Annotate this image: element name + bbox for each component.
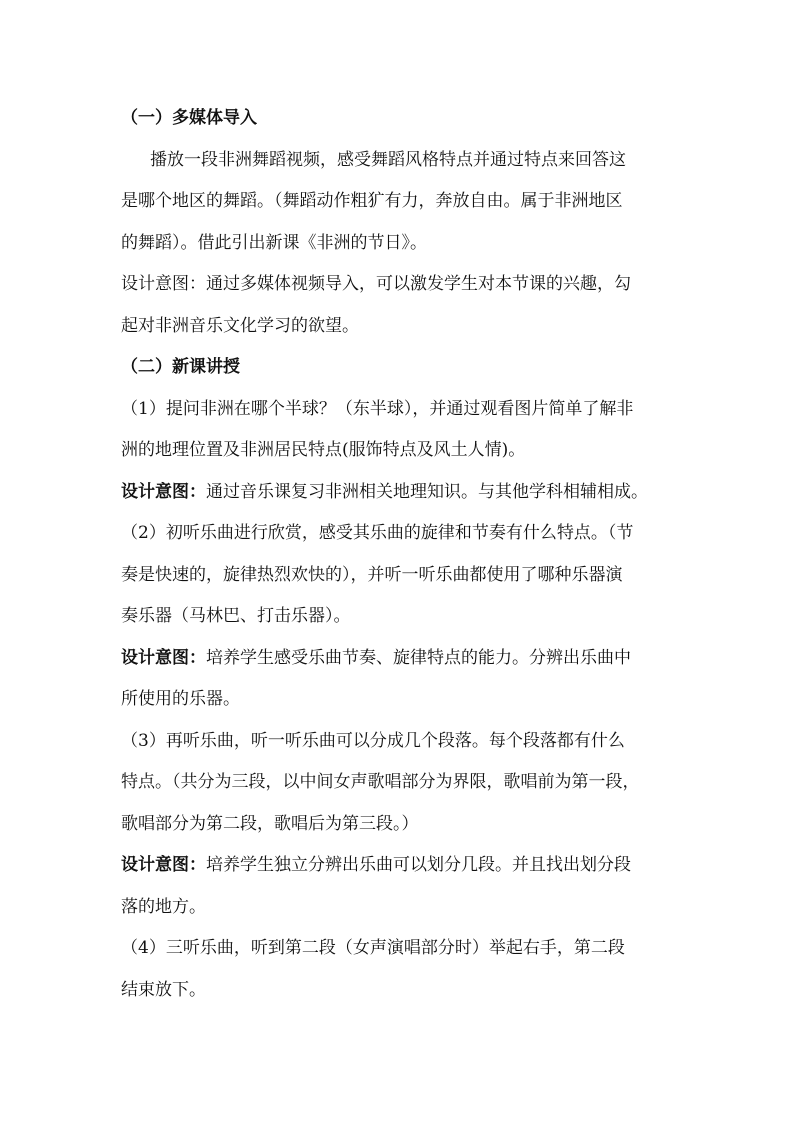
intent3-label: 设计意图： [121, 855, 206, 875]
item2-line-2: 奏是快速的，旋律热烈欢快的），并听一听乐曲都使用了哪种乐器演 [121, 565, 623, 585]
item4-line-2: 结束放下。 [121, 980, 206, 1000]
item2-line-1: （2）初听乐曲进行欣赏，感受其乐曲的旋律和节奏有什么特点。（节 [121, 523, 634, 543]
section1-para-line-1: 播放一段非洲舞蹈视频，感受舞蹈风格特点并通过特点来回答这 [150, 150, 626, 170]
intent2-label: 设计意图： [121, 648, 206, 668]
intent2-line-1 [121, 648, 631, 668]
intent1-line [121, 482, 648, 502]
intent3-line-2: 落的地方。 [121, 897, 206, 917]
section1-intent-line-2: 起对非洲音乐文化学习的欲望。 [121, 316, 359, 336]
item4-line-1: （4）三听乐曲，听到第二段（女声演唱部分时）举起右手，第二段 [121, 938, 625, 958]
intent3-text: 培养学生独立分辨出乐曲可以划分几段。并且找出划分段 [206, 855, 631, 875]
section1-intent-line-1: 设计意图：通过多媒体视频导入，可以激发学生对本节课的兴趣，勾 [121, 274, 631, 294]
section2-heading: （二）新课讲授 [121, 357, 240, 377]
intent2-text: 培养学生感受乐曲节奏、旋律特点的能力。分辨出乐曲中 [206, 648, 631, 668]
item3-line-3: 歌唱部分为第二段，歌唱后为第三段。） [121, 814, 419, 834]
item3-line-1: （3）再听乐曲，听一听乐曲可以分成几个段落。每个段落都有什么 [121, 731, 625, 751]
section1-heading: （一）多媒体导入 [121, 108, 257, 128]
item1-line-1: （1）提问非洲在哪个半球？（东半球），并通过观看图片简单了解非 [121, 399, 634, 419]
item2-line-3: 奏乐器（马林巴、打击乐器）。 [121, 606, 351, 626]
section1-para-line-3: 的舞蹈）。借此引出新课《非洲的节日》。 [121, 233, 427, 253]
section1-para-line-2: 是哪个地区的舞蹈。（舞蹈动作粗犷有力，奔放自由。属于非洲地区 [121, 191, 623, 211]
intent1-label: 设计意图： [121, 482, 206, 502]
intent2-line-2: 所使用的乐器。 [121, 689, 240, 709]
item3-line-2: 特点。（共分为三段，以中间女声歌唱部分为界限，歌唱前为第一段， [121, 772, 640, 792]
item1-line-2: 洲的地理位置及非洲居民特点(服饰特点及风土人情)。 [121, 440, 526, 460]
intent3-line-1 [121, 855, 631, 875]
intent1-text: 通过音乐课复习非洲相关地理知识。与其他学科相辅相成。 [206, 482, 648, 502]
